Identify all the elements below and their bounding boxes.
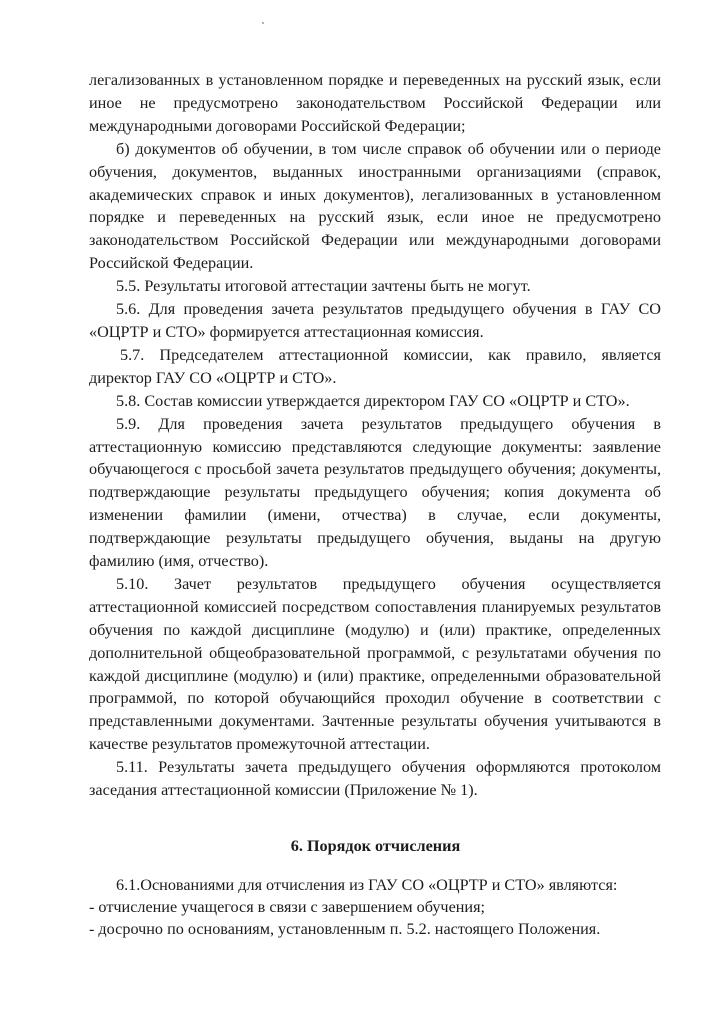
paragraph-continuation: легализованных в установленном порядке и переведенных на русский язык, если иное не предусмотрено законодательством Российской Федерации или международными договорами Российской Федерации; <box>89 71 661 135</box>
paragraph-5-7: 5.7. Председателем аттестационной комиссии, как правило, является директор ГАУ СО «ОЦРТР и СТО». <box>89 345 661 387</box>
document-body <box>89 69 661 802</box>
section-heading: 6. Порядок отчисления <box>290 837 461 855</box>
paragraph-5-10: 5.10. Зачет результатов предыдущего обучения осуществляется аттестационной комиссией посредством сопоставления планируемых результатов обучения по каждой дисциплине (модулю) и (или) практике, определенных дополнительной общеобразовательной программой, с результатами обучения по каждой дисциплине (модулю) и (или) практике, определенными образовательной программой, по которой обучающийся проходил обучение в соответствии с представленными документами. Зачтенные результаты обучения учитываются в качестве результатов промежуточной аттестации. <box>89 574 661 754</box>
list-item-graduation: - отчисление учащегося в связи с завершением обучения; <box>89 897 486 916</box>
paragraph-5-11: 5.11. Результаты зачета предыдущего обучения оформляются протоколом заседания аттестационной комиссии (Приложение № 1). <box>89 758 661 800</box>
section-6-body <box>89 875 669 940</box>
paragraph-6-1: 6.1.Основаниями для отчисления из ГАУ СО «ОЦРТР и СТО» являются: <box>116 876 618 894</box>
scan-speck <box>262 22 264 24</box>
paragraph-5-5: 5.5. Результаты итоговой аттестации зачтены быть не могут. <box>116 277 531 296</box>
list-item-early: - досрочно по основаниям, установленным п. 5.2. настоящего Положения. <box>89 919 601 938</box>
paragraph-5-6: 5.6. Для проведения зачета результатов предыдущего обучения в ГАУ СО «ОЦРТР и СТО» формируется аттестационная комиссия. <box>89 300 661 341</box>
paragraph-item-b: б) документов об обучении, в том числе справок об обучении или о периоде обучения, документов, выданных иностранными организациями (справок, академических справок и иных документов), легализованных в установленном порядке и переведенных на русский язык, если иное не предусмотрено законодательством Российской Федерации или международными договорами Российской Федерации. <box>89 139 661 273</box>
paragraph-5-9: 5.9. Для проведения зачета результатов предыдущего обучения в аттестационную комиссию представляются следующие документы: заявление обучающегося с просьбой зачета результатов предыдущего обучения; документы, подтверждающие результаты предыдущего обучения; копия документа об изменении фамилии (имени, отчества) в случае, если документы, подтверждающие результаты предыдущего обучения, выданы на другую фамилию (имя, отчество). <box>89 414 661 571</box>
paragraph-5-8: 5.8. Состав комиссии утверждается директором ГАУ СО «ОЦРТР и СТО». <box>116 391 630 410</box>
